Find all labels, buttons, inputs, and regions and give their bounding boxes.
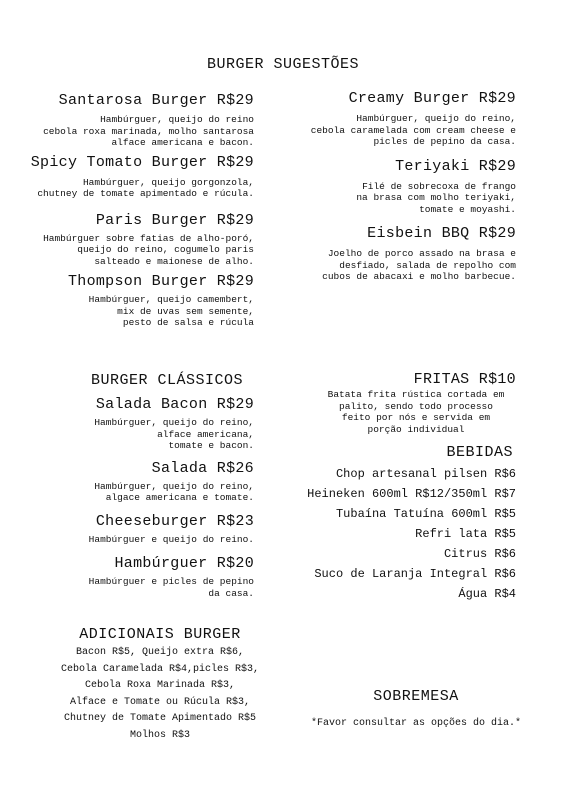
item-name: Creamy Burger R$29 (348, 90, 516, 107)
item-description: Joelho de porco assado na brasa e desfiado, salada de repolho com cubos de abacaxi e molho barbecue. (322, 248, 516, 282)
bebidas-section (256, 444, 516, 604)
item-name: Hambúrguer R$20 (114, 555, 254, 572)
menu-item (14, 396, 254, 452)
item-name: Eisbein BBQ R$29 (367, 225, 516, 242)
item-name: Spicy Tomato Burger R$29 (30, 153, 254, 171)
item-description: Hambúrguer e queijo do reino. (88, 533, 254, 545)
adicionais-section (30, 626, 290, 744)
suggestions-right (266, 90, 516, 283)
menu-item (4, 92, 254, 149)
list-item: Suco de Laranja Integral R$6 (314, 567, 516, 581)
menu-item (4, 273, 254, 329)
fritas-title: FRITAS R$10 (413, 371, 516, 388)
list-item: Tubaína Tatuína 600ml R$5 (335, 507, 516, 521)
item-description: Hambúrguer, queijo gorgonzola, chutney de tomate apimentado e rúcula. (37, 176, 254, 199)
suggestions-left (4, 92, 254, 329)
menu-item (266, 158, 516, 216)
item-name: Teriyaki R$29 (395, 157, 516, 175)
bebidas-list (256, 464, 516, 604)
list-item: Bacon R$5, Queijo extra R$6, (75, 647, 245, 658)
list-item: Cebola Roxa Marinada R$3, (84, 680, 236, 691)
menu-item (14, 555, 254, 599)
menu-item (4, 154, 254, 200)
item-description: Hambúrguer sobre fatias de alho-poró, queijo do reino, cogumelo paris salteado e maionese de alho. (43, 232, 254, 267)
list-item: Chop artesanal pilsen R$6 (335, 467, 516, 481)
menu-item (4, 212, 254, 268)
adicionais-title: ADICIONAIS BURGER (79, 626, 241, 643)
list-item: Heineken 600ml R$12/350ml R$7 (307, 487, 516, 501)
sobremesa-note: *Favor consultar as opções do dia.* (310, 718, 522, 729)
menu-item (266, 90, 516, 148)
bebidas-title: BEBIDAS (446, 444, 513, 461)
item-name: Cheeseburger R$23 (95, 512, 254, 530)
item-description: Hambúrguer e picles de pepino da casa. (88, 576, 254, 599)
fritas-section (266, 371, 516, 435)
item-name: Thompson Burger R$29 (67, 273, 254, 290)
item-description: Hambúrguer, queijo camembert, mix de uvas sem semente, pesto de salsa e rúcula (88, 294, 254, 328)
list-item: Citrus R$6 (443, 547, 516, 561)
item-description: Hambúrguer, queijo do reino, algace americana e tomate. (94, 480, 254, 503)
fritas-description: Batata frita rústica cortada em palito, sendo todo processo feito por nós e servida em porção individual (327, 389, 505, 435)
item-name: Santarosa Burger R$29 (58, 92, 254, 109)
item-description: Filé de sobrecoxa de frango na brasa com molho teriyaki, tomate e moyashi. (356, 180, 516, 215)
item-description: Hambúrguer, queijo do reino cebola roxa marinada, molho santarosa alface americana e bacon. (43, 114, 254, 148)
classics-title: BURGER CLÁSSICOS (91, 372, 244, 389)
sobremesa-section (300, 688, 532, 729)
item-name: Salada Bacon R$29 (95, 396, 254, 413)
item-name: Paris Burger R$29 (95, 211, 254, 229)
item-description: Hambúrguer, queijo do reino, alface americana, tomate e bacon. (94, 417, 254, 451)
adicionais-list (30, 645, 290, 744)
list-item: Molhos R$3 (129, 729, 190, 741)
list-item: Chutney de Tomate Apimentado R$5 (63, 713, 257, 724)
list-item: Refri lata R$5 (415, 527, 516, 541)
list-item: Cebola Caramelada R$4,picles R$3, (60, 663, 260, 675)
menu-item (14, 513, 254, 546)
item-name: Salada R$26 (151, 459, 254, 477)
page-title: BURGER SUGESTÕES (206, 56, 360, 73)
menu-item (14, 460, 254, 504)
sobremesa-title: SOBREMESA (373, 688, 459, 705)
list-item: Alface e Tomate ou Rúcula R$3, (69, 696, 251, 708)
item-description: Hambúrguer, queijo do reino, cebola caramelada com cream cheese e picles de pepino da casa. (310, 113, 516, 147)
classics-list (14, 396, 254, 599)
list-item: Água R$4 (458, 587, 516, 601)
menu-item (266, 225, 516, 283)
